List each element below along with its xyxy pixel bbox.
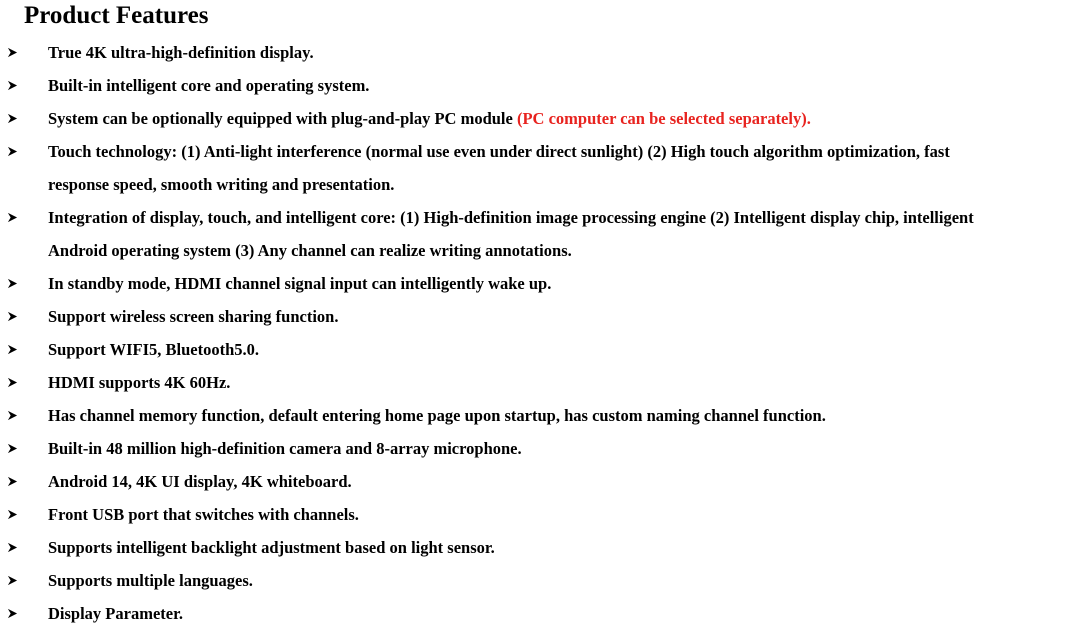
list-item [0,102,1066,135]
arrowhead-bullet-icon [7,443,18,454]
list-item [0,135,1066,201]
arrowhead-bullet-icon [7,377,18,388]
list-item [0,564,1066,597]
list-item [0,267,1066,300]
list-item-text: Built-in 48 million high-definition camera and 8-array microphone. [48,439,522,458]
list-item-text: Supports intelligent backlight adjustment based on light sensor. [48,538,495,557]
list-item [0,531,1066,564]
list-item-text: Support wireless screen sharing function. [48,307,339,326]
arrowhead-bullet-icon [7,542,18,553]
arrowhead-bullet-icon [7,410,18,421]
highlight-note: (PC computer can be selected separately). [516,109,811,128]
arrowhead-bullet-icon [7,113,18,124]
list-item [0,597,1066,630]
arrowhead-bullet-icon [7,80,18,91]
list-item-text: Android 14, 4K UI display, 4K whiteboard. [48,472,352,491]
list-item [0,36,1066,69]
arrowhead-bullet-icon [7,476,18,487]
list-item-text-continued: Android operating system (3) Any channel can realize writing annotations. [48,241,572,260]
list-item-text-main: System can be optionally equipped with plug-and-play PC module [48,109,517,128]
arrowhead-bullet-icon [7,146,18,157]
list-item-text [48,102,1062,135]
arrowhead-bullet-icon [7,344,18,355]
arrowhead-bullet-icon [7,575,18,586]
arrowhead-bullet-icon [7,47,18,58]
list-item [0,432,1066,465]
list-item [0,201,1066,267]
arrowhead-bullet-icon [7,212,18,223]
list-item [0,300,1066,333]
list-item-text: Touch technology: (1) Anti-light interference (normal use even under direct sunlight) (2) High touch algorithm optimization, fast [48,142,950,161]
page-title: Product Features [24,2,209,29]
arrowhead-bullet-icon [7,311,18,322]
arrowhead-bullet-icon [7,509,18,520]
list-item-text: Has channel memory function, default entering home page upon startup, has custom naming channel function. [48,406,826,425]
list-item [0,69,1066,102]
feature-list [0,36,1066,630]
list-item-text-continued: response speed, smooth writing and presentation. [48,175,395,194]
list-item-text: HDMI supports 4K 60Hz. [48,373,231,392]
list-item-text: True 4K ultra-high-definition display. [48,43,314,62]
list-item [0,333,1066,366]
list-item-text: Integration of display, touch, and intelligent core: (1) High-definition image processing engine (2) Intelligent display chip, intelligent [48,208,974,227]
list-item-text: Support WIFI5, Bluetooth5.0. [48,340,260,359]
list-item [0,366,1066,399]
list-item-text: Front USB port that switches with channels. [48,505,359,524]
list-item-text: Built-in intelligent core and operating system. [48,76,370,95]
list-item-text: Display Parameter. [48,604,184,623]
arrowhead-bullet-icon [7,278,18,289]
list-item [0,465,1066,498]
list-item-text: In standby mode, HDMI channel signal input can intelligently wake up. [48,274,552,293]
list-item [0,498,1066,531]
arrowhead-bullet-icon [7,608,18,619]
list-item [0,399,1066,432]
list-item-text: Supports multiple languages. [48,571,253,590]
